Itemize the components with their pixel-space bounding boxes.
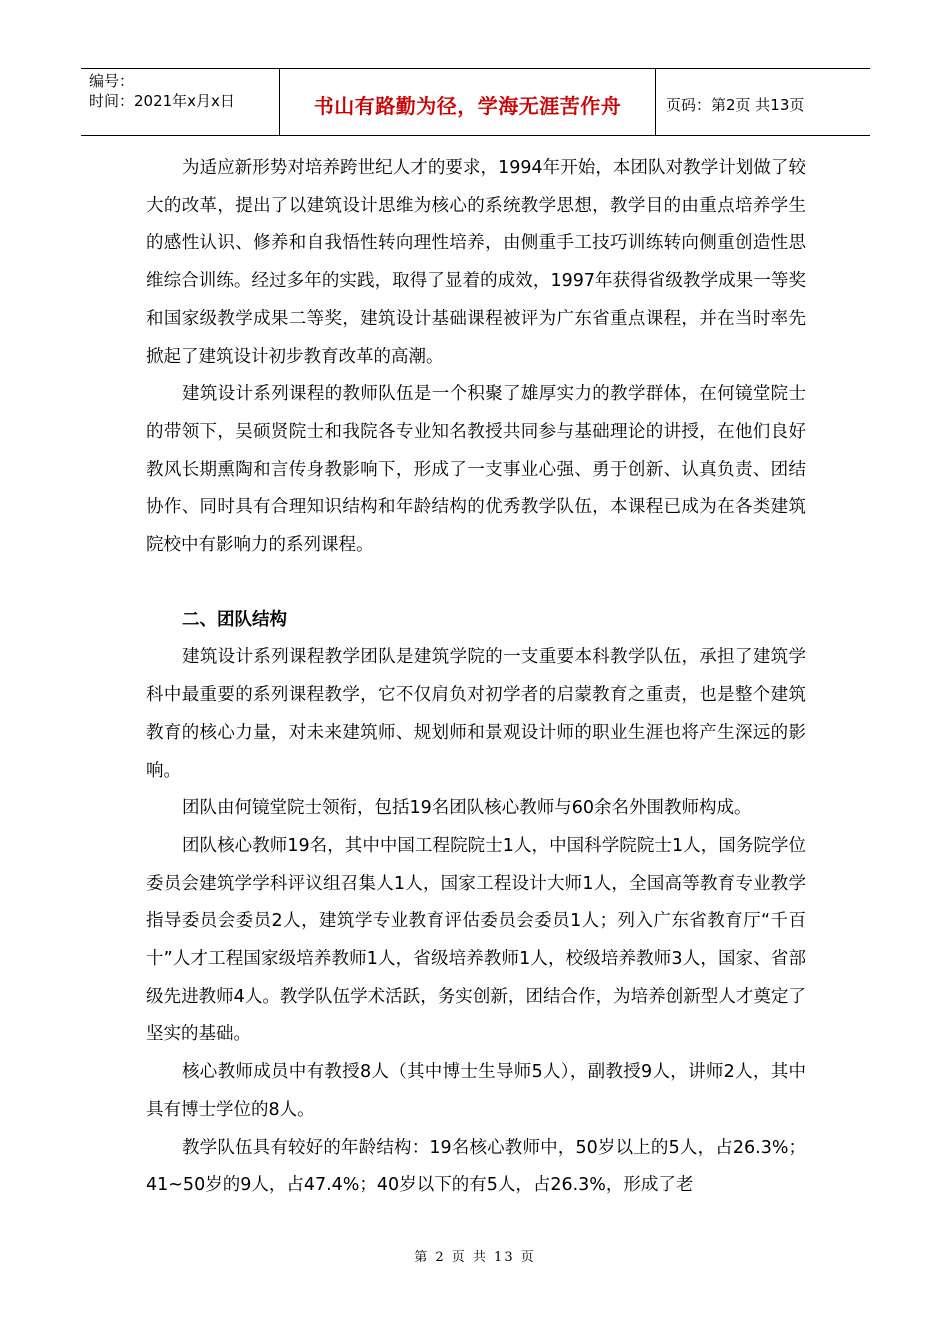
section-heading: 二、团队结构 [182, 609, 287, 630]
motto-text: 书山有路勤为径，学海无涯苦作舟 [313, 93, 622, 118]
body-paragraph: 教学队伍具有较好的年龄结构：19名核心教师中，50岁以上的5人，占26.3%；41~50岁的9人，占47.4%；40岁以下的有5人，占26.3%，形成了老 [146, 1137, 806, 1196]
header-page-cell [656, 69, 870, 135]
page-label: 页码：第2页 共13页 [666, 95, 805, 114]
footer-page-number: 第 2 页 共 13 页 [414, 1250, 536, 1265]
number-label: 编号： [89, 72, 135, 90]
document-header [81, 68, 870, 136]
body-paragraph: 团队由何镜堂院士领衔，包括19名团队核心教师与60余名外围教师构成。 [182, 798, 752, 819]
body-paragraph: 团队核心教师19名，其中中国工程院院士1人，中国科学院院士1人，国务院学位委员会建筑学学科评议组召集人1人，国家工程设计大师1人，全国高等教育专业教学指导委员会委员2人，建筑学专业教育评估委员会委员1人；列入广东省教育厅“千百十”人才工程国家级培养教师1人，省级培养教师1人，校级培养教师3人，国家、省部级先进教师4人。教学队伍学术活跃，务实创新，团结合作，为培养创新型人才奠定了坚实的基础。 [146, 835, 806, 1045]
date-label: 时间：2021年x月x日 [89, 92, 235, 110]
body-paragraph: 为适应新形势对培养跨世纪人才的要求，1994年开始，本团队对教学计划做了较大的改革，提出了以建筑设计思维为核心的系统教学思想，教学目的由重点培养学生的感性认识、修养和自我悟性转向理性培养，由侧重手工技巧训练转向侧重创造性思维综合训练。经过多年的实践，取得了显着的成效，1997年获得省级教学成果一等奖和国家级教学成果二等奖，建筑设计基础课程被评为广东省重点课程，并在当时率先掀起了建筑设计初步教育改革的高潮。 [146, 158, 806, 367]
body-paragraph: 建筑设计系列课程教学团队是建筑学院的一支重要本科教学队伍，承担了建筑学科中最重要的系列课程教学，它不仅肩负对初学者的启蒙教育之重责，也是整个建筑教育的核心力量，对未来建筑师、规划师和景观设计师的职业生涯也将产生深远的影响。 [146, 647, 806, 781]
document-body [146, 150, 806, 1205]
page-footer [0, 1246, 950, 1265]
header-motto-cell [280, 69, 656, 135]
header-info-cell [81, 69, 280, 135]
body-paragraph: 核心教师成员中有教授8人（其中博士生导师5人），副教授9人，讲师2人，其中具有博士学位的8人。 [146, 1062, 806, 1120]
body-paragraph: 建筑设计系列课程的教师队伍是一个积聚了雄厚实力的教学群体，在何镜堂院士的带领下，吴硕贤院士和我院各专业知名教授共同参与基础理论的讲授，在他们良好教风长期熏陶和言传身教影响下，形成了一支事业心强、勇于创新、认真负责、团结协作、同时具有合理知识结构和年龄结构的优秀教学队伍，本课程已成为在各类建筑院校中有影响力的系列课程。 [146, 384, 806, 556]
